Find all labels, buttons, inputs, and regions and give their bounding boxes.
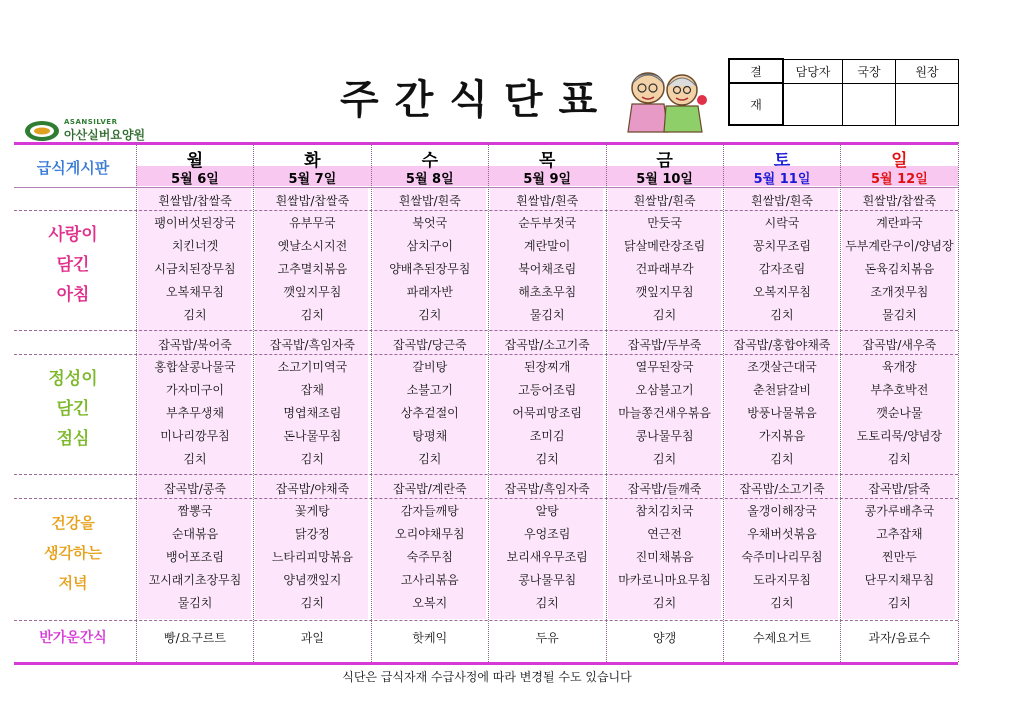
menu-dish: 오리야채무침 [395, 527, 465, 541]
snack-item: 과일 [300, 631, 324, 645]
day-date: 5월 6일 [171, 172, 219, 187]
menu-dish: 삼치구이 [406, 239, 453, 253]
menu-dish: 진미채볶음 [635, 550, 694, 564]
menu-dish: 가지볶음 [758, 429, 806, 443]
menu-dish: 깻잎지무침 [635, 285, 694, 299]
snack-rule [14, 620, 958, 621]
menu-dish: 두부계란구이/양념장 [845, 239, 954, 253]
menu-dish: 춘천닭갈비 [753, 383, 811, 397]
menu-dish: 해초초무침 [518, 285, 577, 299]
menu-dish: 김치 [770, 596, 794, 610]
menu-dish: 물김치 [882, 308, 917, 322]
snack-item: 과자/음료수 [868, 631, 931, 645]
menu-dish: 도토리묵/양념장 [856, 429, 942, 443]
menu-dish: 김치 [535, 596, 559, 610]
meal-row-rule [14, 210, 958, 211]
meal-label-line: 담긴 [56, 255, 90, 275]
approval-role-head: 원장 [896, 59, 959, 83]
rice-porridge: 잡곡밥/콩죽 [163, 482, 226, 496]
menu-dish: 물김치 [177, 596, 213, 610]
menu-dish: 돈나물무침 [283, 429, 342, 443]
menu-dish: 마카로니마요무침 [618, 573, 711, 587]
menu-dish: 꽁치무조림 [753, 239, 811, 253]
menu-dish: 김치 [770, 308, 794, 322]
menu-dish: 김치 [418, 308, 442, 322]
grandparents-illustration [620, 66, 710, 134]
snack-item: 수제요거트 [753, 631, 811, 645]
menu-dish: 고사리볶음 [400, 573, 459, 587]
meal-label-line: 아침 [56, 285, 90, 305]
approval-box [728, 58, 959, 126]
meal-label [14, 364, 132, 454]
day-name: 목 [538, 151, 556, 171]
approval-label-bottom: 재 [729, 83, 783, 125]
approval-label-top: 결 [729, 59, 783, 83]
footer-note: 식단은 급식자재 수급사정에 따라 변경될 수도 있습니다 [342, 670, 632, 684]
menu-dish: 김치 [183, 452, 207, 466]
meal-label-line: 정성이 [48, 369, 98, 389]
snack-item: 핫케익 [412, 631, 448, 645]
day-name: 월 [186, 151, 204, 171]
approval-role-director: 국장 [843, 59, 896, 83]
meal-label-line: 생각하는 [44, 544, 102, 562]
day-date: 5월 8일 [405, 172, 454, 187]
rice-porridge: 잡곡밥/흑임자죽 [504, 482, 590, 496]
menu-dish: 보리새우무조림 [506, 550, 588, 564]
meal-label [14, 220, 132, 310]
top-rule [14, 142, 958, 145]
rice-porridge: 흰쌀밥/찹쌀죽 [275, 194, 350, 208]
menu-dish: 미나리깡무침 [160, 429, 230, 443]
menu-dish: 육개장 [882, 360, 917, 374]
menu-dish: 꼬시래기초장무침 [148, 573, 242, 587]
menu-dish: 팽이버섯된장국 [154, 216, 236, 230]
menu-dish: 부추호박전 [870, 383, 929, 397]
rice-porridge: 잡곡밥/닭죽 [868, 482, 931, 496]
snack-label: 반가운간식 [39, 630, 107, 646]
menu-dish: 건파래부각 [635, 262, 694, 276]
menu-dish: 김치 [418, 452, 442, 466]
rice-porridge: 잡곡밥/북어죽 [158, 338, 232, 352]
approval-sign-manager [783, 83, 843, 125]
menu-dish: 방풍나물볶음 [747, 406, 817, 420]
menu-dish: 돈육김치볶음 [864, 262, 935, 276]
rice-porridge: 흰쌀밥/흰죽 [633, 194, 696, 208]
rice-porridge: 잡곡밥/흑임자죽 [269, 338, 355, 352]
menu-dish: 김치 [535, 452, 559, 466]
menu-dish: 북어채조림 [518, 262, 577, 276]
day-date: 5월 10일 [636, 172, 693, 187]
snack-item: 빵/요구르트 [163, 631, 226, 645]
day-name: 금 [656, 151, 673, 171]
meal-row-rule [14, 354, 958, 355]
menu-dish: 김치 [300, 596, 324, 610]
menu-dish: 김치 [770, 452, 794, 466]
menu-dish: 고등어조림 [518, 383, 577, 397]
menu-dish: 오복채무침 [166, 285, 224, 299]
menu-dish: 콩가루배추국 [864, 504, 935, 518]
menu-dish: 탕평채 [412, 429, 448, 443]
menu-dish: 깻잎지무침 [283, 285, 342, 299]
menu-dish: 명엽채조림 [283, 406, 342, 420]
menu-dish: 파래자반 [406, 285, 453, 299]
rice-porridge: 잡곡밥/계란죽 [392, 482, 467, 496]
day-date: 5월 9일 [523, 172, 572, 187]
menu-dish: 잡채 [300, 383, 324, 397]
logo-org-ko: 아산실버요양원 [64, 128, 146, 142]
menu-dish: 된장찌개 [524, 360, 571, 374]
meal-row-rule [14, 498, 958, 499]
menu-dish: 홍합살콩나물국 [154, 360, 236, 374]
menu-dish: 알탕 [535, 504, 559, 518]
menu-dish: 순두부젓국 [518, 216, 577, 230]
menu-dish: 우엉조림 [524, 527, 571, 541]
rice-porridge: 잡곡밥/새우죽 [862, 338, 937, 352]
bottom-rule [14, 662, 958, 665]
menu-dish: 김치 [887, 596, 911, 610]
menu-dish: 김치 [183, 308, 207, 322]
menu-dish: 오복지무침 [753, 285, 811, 299]
menu-dish: 마늘쫑건새우볶음 [618, 406, 711, 420]
menu-dish: 양념깻잎지 [283, 573, 342, 587]
rice-porridge: 잡곡밥/당근죽 [392, 338, 467, 352]
day-date: 5월 11일 [753, 172, 811, 187]
menu-dish: 조개젓무침 [870, 285, 929, 299]
menu-dish: 뱅어포조림 [166, 550, 224, 564]
menu-dish: 계란파국 [876, 216, 923, 230]
day-name: 토 [773, 151, 791, 171]
rice-porridge: 잡곡밥/소고기죽 [504, 338, 590, 352]
menu-dish: 소불고기 [406, 383, 453, 397]
rice-porridge: 잡곡밥/들깨죽 [627, 482, 702, 496]
meal-label-line: 점심 [56, 429, 90, 449]
menu-dish: 부추무생채 [166, 406, 224, 420]
day-date: 5월 7일 [288, 172, 337, 187]
approval-sign-head [896, 83, 959, 125]
menu-dish: 어묵피망조림 [512, 406, 582, 420]
menu-dish: 김치 [887, 452, 911, 466]
menu-dish: 도라지무침 [753, 573, 811, 587]
menu-dish: 만둣국 [647, 216, 682, 230]
menu-dish: 옛날소시지전 [277, 239, 348, 253]
snack-item: 양갱 [653, 631, 677, 645]
meal-section-rule [14, 474, 958, 475]
rice-porridge: 잡곡밥/소고기죽 [739, 482, 825, 496]
menu-dish: 찐만두 [882, 550, 917, 564]
menu-dish: 깻순나물 [876, 406, 923, 420]
menu-dish: 물김치 [529, 308, 565, 322]
meal-label-line: 저녁 [58, 574, 88, 592]
menu-dish: 양배추된장무침 [389, 262, 471, 276]
logo-emblem-icon [24, 120, 60, 142]
snack-item: 두유 [535, 631, 559, 645]
rice-porridge: 흰쌀밥/흰죽 [398, 194, 461, 208]
meal-label [14, 508, 132, 598]
menu-dish: 숙주무침 [406, 550, 453, 564]
meal-section-rule [14, 330, 958, 331]
approval-sign-director [843, 83, 896, 125]
menu-dish: 콩나물무침 [635, 429, 694, 443]
menu-dish: 계란말이 [524, 239, 571, 253]
menu-dish: 김치 [653, 452, 677, 466]
menu-dish: 김치 [653, 308, 677, 322]
menu-dish: 닭강정 [295, 527, 330, 541]
menu-dish: 오삼불고기 [635, 383, 694, 397]
menu-dish: 조미김 [529, 429, 565, 443]
rice-porridge: 잡곡밥/야채죽 [275, 482, 350, 496]
meal-label-line: 담긴 [56, 399, 90, 419]
menu-dish: 치킨너겟 [171, 239, 219, 253]
menu-dish: 숙주미나리무침 [741, 550, 823, 564]
page-title: 주간식단표 [340, 77, 614, 123]
menu-dish: 참치김치국 [635, 504, 694, 518]
menu-dish: 시락국 [764, 216, 800, 230]
menu-dish: 순대볶음 [171, 527, 219, 541]
menu-dish: 연근전 [647, 527, 682, 541]
menu-dish: 김치 [653, 596, 677, 610]
menu-dish: 열무된장국 [635, 360, 694, 374]
menu-dish: 올갱이해장국 [747, 504, 817, 518]
meal-label-line: 건강을 [51, 514, 95, 532]
menu-dish: 느타리피망볶음 [271, 550, 353, 564]
menu-dish: 김치 [300, 452, 324, 466]
menu-dish: 짬뽕국 [177, 504, 213, 518]
menu-dish: 갈비탕 [412, 360, 448, 374]
menu-dish: 시금치된장무침 [154, 262, 236, 276]
rice-porridge: 잡곡밥/홍합야채죽 [733, 338, 831, 352]
menu-dish: 가자미구이 [166, 383, 224, 397]
logo-org-en: ASANSILVER [64, 118, 118, 126]
rice-porridge: 흰쌀밥/흰죽 [516, 194, 579, 208]
rice-porridge: 흰쌀밥/찹쌀죽 [862, 194, 937, 208]
menu-dish: 감자들깨탕 [400, 504, 459, 518]
weekly-menu-table [14, 142, 958, 662]
day-name: 일 [891, 151, 908, 171]
menu-dish: 김치 [300, 308, 324, 322]
menu-dish: 감자조림 [758, 262, 806, 276]
menu-dish: 콩나물무침 [518, 573, 577, 587]
menu-dish: 우채버섯볶음 [747, 527, 817, 541]
day-date: 5월 12일 [871, 172, 928, 187]
day-name: 수 [421, 151, 439, 171]
menu-dish: 조갯살근대국 [747, 360, 817, 374]
menu-dish: 상추겉절이 [400, 406, 459, 420]
meal-label-line: 사랑이 [48, 225, 98, 245]
rice-porridge: 흰쌀밥/찹쌀죽 [158, 194, 232, 208]
rice-porridge: 흰쌀밥/흰죽 [750, 194, 813, 208]
menu-dish: 단무지채무침 [864, 573, 935, 587]
board-label: 급식게시판 [36, 159, 110, 177]
menu-dish: 닭살메란장조림 [624, 239, 706, 253]
menu-dish: 고추멸치볶음 [277, 262, 348, 276]
menu-dish: 소고기미역국 [277, 360, 348, 374]
day-name: 화 [304, 151, 321, 171]
menu-dish: 오복지 [412, 596, 448, 610]
approval-role-manager: 담당자 [783, 59, 843, 83]
menu-dish: 꽃게탕 [295, 504, 330, 518]
menu-dish: 유부무국 [289, 216, 336, 230]
rice-porridge: 잡곡밥/두부죽 [627, 338, 702, 352]
menu-dish: 북엇국 [412, 216, 448, 230]
menu-dish: 고추잡채 [876, 527, 923, 541]
